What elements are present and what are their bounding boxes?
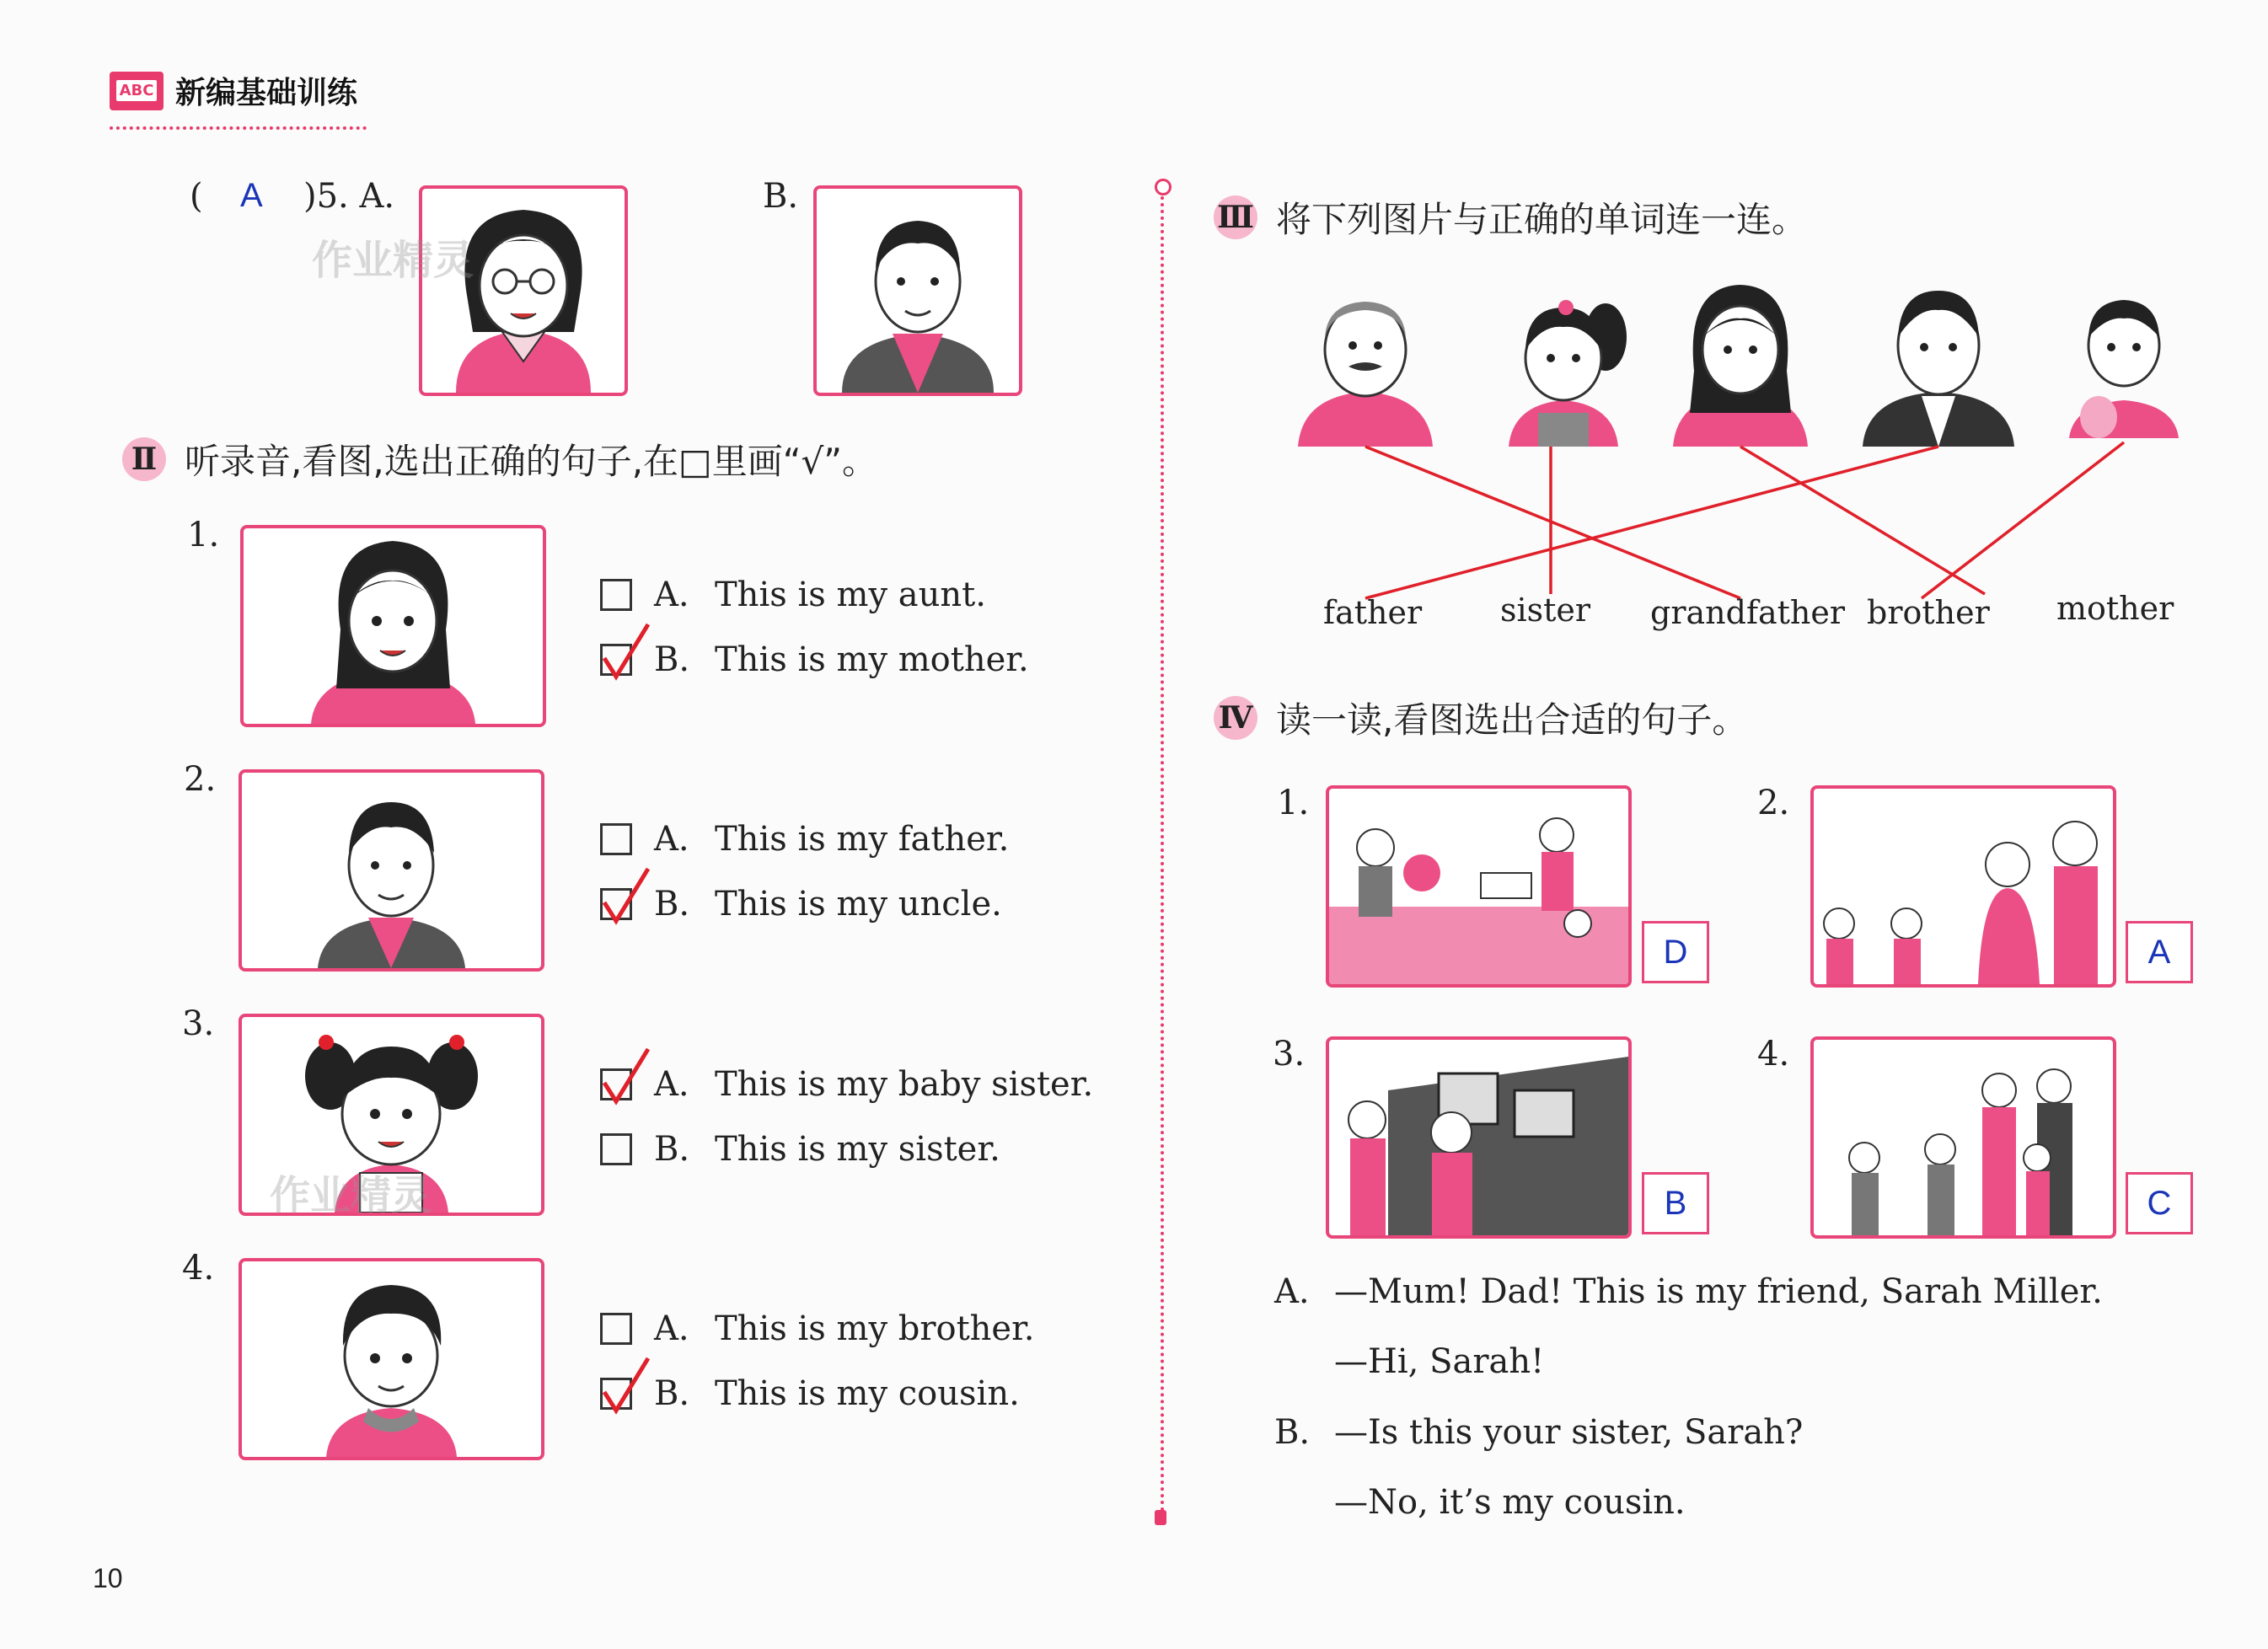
s2-item1-num: 1. (187, 516, 220, 554)
q5-answer: A (240, 177, 263, 214)
checkmark-icon (601, 1047, 651, 1106)
checkbox-checked[interactable] (600, 1068, 632, 1100)
checkmark-icon (601, 1357, 651, 1416)
mother-picture[interactable] (1673, 285, 1808, 447)
s4-picture-4 (1810, 1036, 2116, 1239)
s4-pic2-answer[interactable]: A (2126, 921, 2193, 983)
header-underline (110, 126, 367, 130)
matching-area (1281, 270, 2191, 624)
option-text: This is my father. (715, 820, 1010, 859)
dialogue-a-line1: —Mum! Dad! This is my friend, Sarah Miller. (1334, 1272, 2103, 1311)
s4-picture-1 (1326, 785, 1632, 988)
s2-item2-picture (239, 769, 544, 972)
option-text: This is my mother. (715, 640, 1029, 679)
s4-picture-3 (1326, 1036, 1632, 1239)
s2-item1-option-a[interactable] (600, 576, 986, 614)
q5-paren-open: ( (190, 177, 203, 216)
checkmark-icon (601, 867, 651, 926)
s4-pic3-num: 3. (1273, 1035, 1306, 1073)
s2-item3-option-a[interactable] (600, 1065, 1093, 1104)
book-title: 新编基础训练 (175, 76, 358, 110)
option-text: This is my uncle. (715, 885, 1002, 924)
word-grandfather[interactable]: grandfather (1650, 594, 1846, 631)
s4-pic3-answer[interactable]: B (1642, 1172, 1709, 1234)
option-letter: A. (654, 1309, 689, 1348)
s2-item2-num: 2. (184, 760, 217, 799)
s4-picture-2 (1810, 785, 2116, 988)
section3-instruction: 将下列图片与正确的单词连一连。 (1276, 199, 1808, 240)
s4-pic2-num: 2. (1757, 784, 1790, 822)
dialogue-a-line2: —Hi, Sarah! (1334, 1342, 1545, 1381)
grandfather-picture[interactable] (1298, 302, 1433, 447)
option-letter: A. (654, 820, 689, 859)
s2-item4-option-b[interactable] (600, 1374, 1020, 1413)
checkbox-checked[interactable] (600, 644, 632, 676)
option-text: This is my baby sister. (715, 1065, 1094, 1104)
section3-heading (1214, 192, 1807, 243)
checkbox-checked[interactable] (600, 888, 632, 920)
checkbox[interactable] (600, 823, 632, 855)
option-text: This is my cousin. (715, 1374, 1020, 1413)
section2-roman: Ⅱ (122, 437, 166, 481)
section2-heading (122, 434, 877, 485)
word-mother[interactable]: mother (2056, 590, 2174, 627)
section4-instruction: 读一读,看图选出合适的句子。 (1276, 699, 1748, 741)
dialogue-b-line2: —No, it’s my cousin. (1334, 1483, 1686, 1522)
dialogue-a-label: A. (1274, 1272, 1310, 1311)
checkbox-checked[interactable] (600, 1378, 632, 1410)
section2-instruction: 听录音,看图,选出正确的句子,在□里画“√”。 (185, 441, 878, 482)
option-text: This is my sister. (715, 1130, 1000, 1169)
s2-item4-num: 4. (182, 1249, 215, 1288)
q5-picture-a (419, 185, 628, 396)
option-letter: A. (654, 1065, 689, 1104)
divider-top-dot (1155, 179, 1172, 195)
brother-picture[interactable] (2069, 300, 2179, 438)
word-sister[interactable]: sister (1500, 592, 1591, 629)
word-father[interactable]: father (1323, 594, 1423, 631)
option-letter: B. (654, 640, 690, 679)
s2-item2-option-b[interactable] (600, 885, 1002, 924)
s4-pic4-num: 4. (1757, 1035, 1790, 1073)
divider-bottom-mark (1155, 1510, 1166, 1525)
q5-picture-b (813, 185, 1022, 396)
word-brother[interactable]: brother (1867, 594, 1990, 631)
option-letter: B. (654, 1130, 690, 1169)
s4-pic1-num: 1. (1277, 784, 1310, 822)
father-picture[interactable] (1863, 291, 2014, 447)
option-letter: A. (654, 576, 689, 614)
checkbox[interactable] (600, 1133, 632, 1165)
page-number: 10 (93, 1563, 123, 1593)
sister-picture[interactable] (1509, 300, 1627, 447)
s2-item4-picture (239, 1258, 544, 1460)
s2-item3-num: 3. (182, 1004, 215, 1043)
section4-roman: Ⅳ (1214, 696, 1257, 740)
checkbox[interactable] (600, 1313, 632, 1345)
section4-heading (1214, 693, 1747, 743)
matching-lines (1365, 442, 2124, 598)
s4-pic4-answer[interactable]: C (2126, 1172, 2193, 1234)
s2-item2-option-a[interactable] (600, 820, 1009, 859)
checkmark-icon (601, 623, 651, 682)
s2-item1-option-b[interactable] (600, 640, 1029, 679)
s2-item3-option-b[interactable] (600, 1130, 1000, 1169)
s2-item4-option-a[interactable] (600, 1309, 1035, 1348)
s2-item1-picture (240, 525, 546, 727)
checkbox[interactable] (600, 579, 632, 611)
dialogue-b-line1: —Is this your sister, Sarah? (1334, 1413, 1804, 1452)
option-letter: B. (654, 885, 690, 924)
page-divider (1161, 190, 1164, 1512)
option-letter: B. (654, 1374, 690, 1413)
watermark-2: 作业精灵 (270, 1172, 432, 1219)
book-header (110, 69, 357, 112)
abc-logo: ABC (110, 72, 164, 110)
option-text: This is my brother. (715, 1309, 1035, 1348)
watermark-1: 作业精灵 (312, 237, 475, 284)
option-text: This is my aunt. (715, 576, 986, 614)
q5-option-b-label: B. (763, 177, 799, 216)
section3-roman: Ⅲ (1214, 195, 1257, 239)
dialogue-b-label: B. (1274, 1413, 1311, 1452)
s4-pic1-answer[interactable]: D (1642, 921, 1709, 983)
q5-label: )5. A. (303, 177, 395, 216)
